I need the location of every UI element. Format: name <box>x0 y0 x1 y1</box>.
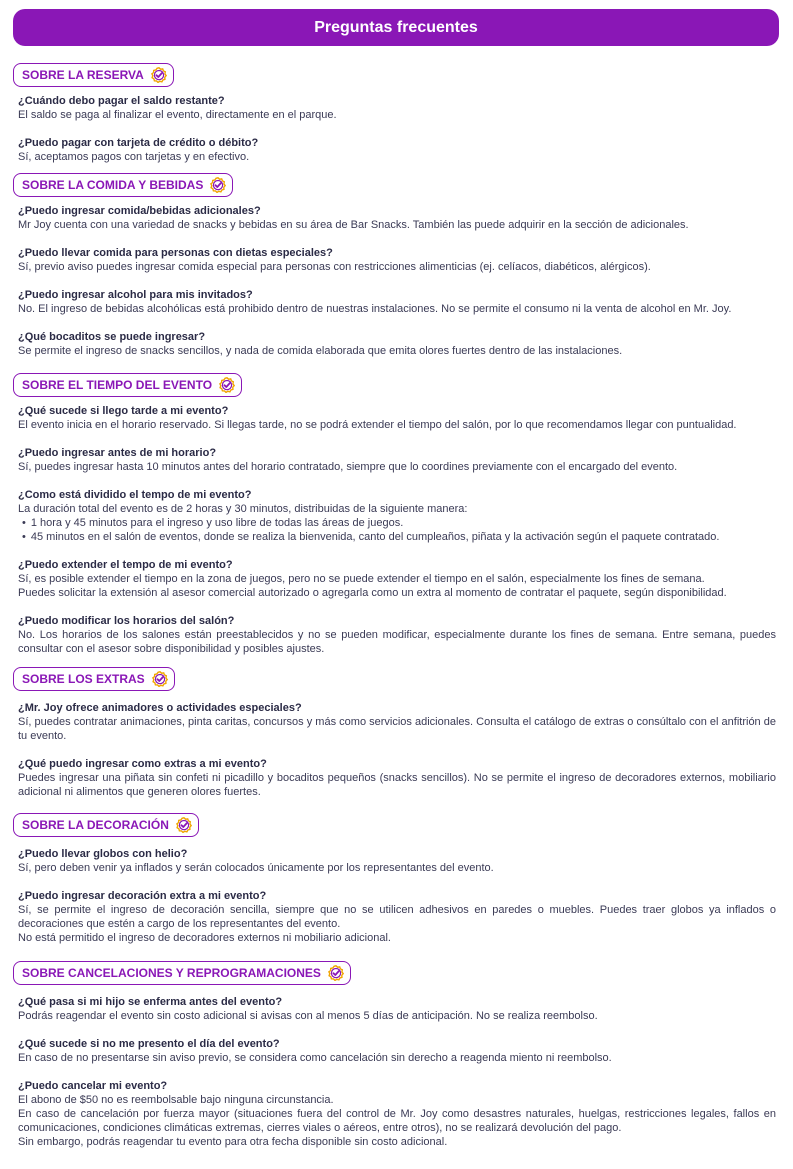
faq-question: ¿Puedo pagar con tarjeta de crédito o débito? <box>18 137 259 149</box>
check-badge-icon <box>151 67 167 83</box>
faq-answer: El saldo se paga al finalizar el evento, directamente en el parque. <box>18 109 337 121</box>
section-title: SOBRE EL TIEMPO DEL EVENTO <box>22 378 213 392</box>
faq-answer: Sí, aceptamos pagos con tarjetas y en efectivo. <box>18 151 250 163</box>
faq-question: ¿Puedo llevar comida para personas con dietas especiales? <box>18 247 333 259</box>
faq-item <box>18 847 776 875</box>
faq-answer: Sí, previo aviso puedes ingresar comida especial para personas con restricciones alimenticias (ej. celíacos, diabéticos, alérgicos). <box>18 261 651 273</box>
faq-item <box>18 288 776 316</box>
faq-item <box>18 757 776 799</box>
faq-answer: El abono de $50 no es reembolsable bajo ninguna circunstancia. <box>18 1094 334 1106</box>
faq-answer: Puedes solicitar la extensión al asesor comercial autorizado o agregarla como un extra al momento de contratar el paquete, según disponibilidad. <box>18 587 727 599</box>
faq-answer: Se permite el ingreso de snacks sencillos, y nada de comida elaborada que emita olores fuertes dentro de las instalaciones. <box>18 345 623 357</box>
faq-bullet: • 1 hora y 45 minutos para el ingreso y uso libre de todas las áreas de juegos. <box>18 516 776 530</box>
faq-bullet: • 45 minutos en el salón de eventos, donde se realiza la bienvenida, canto del cumpleaños, piñata y la activación según el paquete contratado. <box>18 530 776 544</box>
faq-answer: Sí, se permite el ingreso de decoración sencilla, siempre que no se utilicen adhesivos en paredes o muebles. Puedes traer globos ya inflados o decoraciones que estén a cargo de los representantes del evento. <box>18 904 776 930</box>
check-badge-icon <box>152 671 168 687</box>
faq-item <box>18 136 776 164</box>
faq-answer: No está permitido el ingreso de decoradores externos ni mobiliario adicional. <box>18 932 391 944</box>
section-title: SOBRE LA COMIDA Y BEBIDAS <box>22 178 204 192</box>
faq-question: ¿Qué puedo ingresar como extras a mi evento? <box>18 758 267 770</box>
faq-question: ¿Puedo extender el tempo de mi evento? <box>18 559 233 571</box>
faq-item <box>18 995 776 1023</box>
faq-item <box>18 204 776 232</box>
faq-item <box>18 94 776 122</box>
section-title: SOBRE LA DECORACIÓN <box>22 818 169 832</box>
faq-item <box>18 330 776 358</box>
faq-answer: En caso de no presentarse sin aviso previo, se considera como cancelación sin derecho a reagenda miento ni reembolso. <box>18 1052 612 1064</box>
faq-question: ¿Puedo ingresar decoración extra a mi evento? <box>18 890 267 902</box>
faq-answer: En caso de cancelación por fuerza mayor (situaciones fuera del control de Mr. Joy como desastres naturales, huelgas, restricciones legales, fallos en comunicaciones, condiciones climáticas extremas, cierres viales o aéreos, entre otros), no se realizará devolución del pago. <box>18 1108 776 1134</box>
section-header-extras <box>13 667 175 691</box>
faq-item <box>18 1037 776 1065</box>
faq-question: ¿Qué bocaditos se puede ingresar? <box>18 331 206 343</box>
faq-question: ¿Qué sucede si llego tarde a mi evento? <box>18 405 229 417</box>
faq-item <box>18 446 776 474</box>
faq-item <box>18 404 776 432</box>
section-title: SOBRE LOS EXTRAS <box>22 672 145 686</box>
section-header-decoracion <box>13 813 199 837</box>
faq-question: ¿Qué pasa si mi hijo se enferma antes del evento? <box>18 996 283 1008</box>
faq-item <box>18 1079 776 1149</box>
faq-question: ¿Qué sucede si no me presento el día del evento? <box>18 1038 280 1050</box>
faq-item <box>18 614 776 656</box>
faq-answer: El evento inicia en el horario reservado. Si llegas tarde, no se podrá extender el tiempo del salón, por lo que recomendamos llegar con puntualidad. <box>18 419 737 431</box>
faq-header <box>13 9 779 46</box>
faq-question: ¿Cuándo debo pagar el saldo restante? <box>18 95 225 107</box>
faq-question: ¿Mr. Joy ofrece animadores o actividades especiales? <box>18 702 302 714</box>
faq-item <box>18 701 776 743</box>
faq-question: ¿Puedo cancelar mi evento? <box>18 1080 168 1092</box>
faq-item <box>18 246 776 274</box>
faq-question: ¿Puedo ingresar comida/bebidas adicionales? <box>18 205 261 217</box>
section-header-tiempo <box>13 373 242 397</box>
faq-item <box>18 488 776 544</box>
faq-answer: Sí, es posible extender el tiempo en la zona de juegos, pero no se puede extender el tiempo en el salón, especialmente los fines de semana. <box>18 573 705 585</box>
faq-item <box>18 558 776 600</box>
section-header-comida <box>13 173 233 197</box>
check-badge-icon <box>210 177 226 193</box>
faq-question: ¿Puedo modificar los horarios del salón? <box>18 615 235 627</box>
faq-item <box>18 889 776 945</box>
faq-answer: Sí, pero deben venir ya inflados y serán colocados únicamente por los representantes del evento. <box>18 862 494 874</box>
faq-question: ¿Puedo ingresar alcohol para mis invitados? <box>18 289 253 301</box>
check-badge-icon <box>328 965 344 981</box>
faq-answer: Sin embargo, podrás reagendar tu evento para otra fecha disponible sin costo adicional. <box>18 1136 448 1148</box>
page-title: Preguntas frecuentes <box>314 18 478 36</box>
faq-answer: Puedes ingresar una piñata sin confeti ni picadillo y bocaditos pequeños (snacks sencillos). No se permite el ingreso de decoradores externos, mobiliario adicional ni alimentos que generen olores fuertes. <box>18 772 776 798</box>
check-badge-icon <box>176 817 192 833</box>
section-title: SOBRE LA RESERVA <box>22 68 144 82</box>
faq-answer: Sí, puedes contratar animaciones, pinta caritas, concursos y más como servicios adicionales. Consulta el catálogo de extras o consúltalo con el anfitrión de tu evento. <box>18 716 776 742</box>
section-title: SOBRE CANCELACIONES Y REPROGRAMACIONES <box>22 966 321 980</box>
faq-answer: Mr Joy cuenta con una variedad de snacks y bebidas en su área de Bar Snacks. También las puede adquirir en la sección de adicionales. <box>18 219 689 231</box>
faq-question: ¿Puedo llevar globos con helio? <box>18 848 188 860</box>
faq-question: ¿Como está dividido el tempo de mi evento? <box>18 489 252 501</box>
faq-question: ¿Puedo ingresar antes de mi horario? <box>18 447 217 459</box>
section-header-reserva <box>13 63 174 87</box>
check-badge-icon <box>219 377 235 393</box>
section-header-cancelaciones <box>13 961 351 985</box>
faq-answer: La duración total del evento es de 2 horas y 30 minutos, distribuidas de la siguiente manera: <box>18 503 468 515</box>
faq-answer: No. Los horarios de los salones están preestablecidos y no se pueden modificar, especialmente durante los fines de semana. Entre semana, puedes consultar con el asesor sobre disponibilidad y posibles ajustes. <box>18 629 776 655</box>
faq-answer: No. El ingreso de bebidas alcohólicas está prohibido dentro de nuestras instalaciones. No se permite el consumo ni la venta de alcohol en Mr. Joy. <box>18 303 732 315</box>
faq-answer: Podrás reagendar el evento sin costo adicional si avisas con al menos 5 días de anticipación. No se realiza reembolso. <box>18 1010 598 1022</box>
faq-answer: Sí, puedes ingresar hasta 10 minutos antes del horario contratado, siempre que lo coordines previamente con el encargado del evento. <box>18 461 678 473</box>
